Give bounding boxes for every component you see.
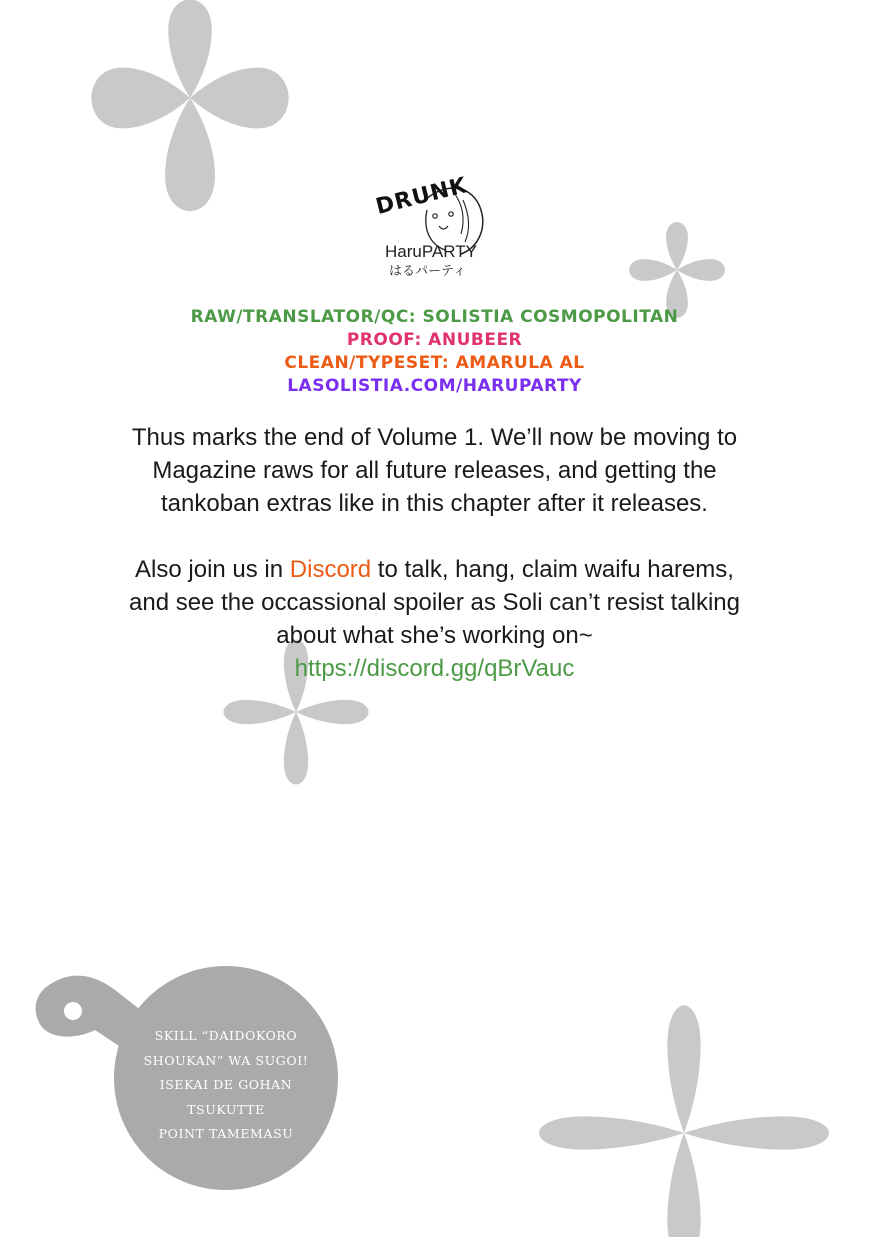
credit-raw-translator: RAW/TRANSLATOR/QC: SOLISTIA COSMOPOLITAN <box>190 307 679 327</box>
discord-link[interactable]: https://discord.gg/qBrVauc <box>294 655 575 682</box>
message-text: to talk, hang, claim waifu harems, <box>371 556 734 583</box>
pan-title-line: POINT TAMEMASU <box>158 1126 294 1141</box>
logo-name: HaruPARTY <box>385 242 477 261</box>
series-title-on-pan <box>120 1024 332 1147</box>
message-line: Magazine raws for all future releases, and getting the <box>152 457 717 484</box>
pan-title-line: TSUKUTTE <box>187 1101 265 1117</box>
message-text: Also join us in <box>135 556 290 583</box>
logo-drunk-text: DRUNK <box>373 173 471 220</box>
message-line: Thus marks the end of Volume 1. We’ll now be moving to <box>131 424 738 451</box>
haruparty-logo <box>365 170 515 280</box>
flower-decoration-bottom-right <box>539 1005 829 1237</box>
announcement-message <box>0 421 869 685</box>
discord-word: Discord <box>289 556 372 583</box>
message-line: and see the occassional spoiler as Soli can’t resist talking <box>129 589 740 616</box>
pan-title-line: SHOUKAN” WA SUGOI! <box>143 1052 309 1068</box>
credit-site-link[interactable]: LASOLISTIA.COM/HARUPARTY <box>287 376 582 396</box>
logo-name-japanese: はるパーティ <box>389 264 466 279</box>
pan-handle-hole <box>64 1002 82 1020</box>
credit-clean-typeset: CLEAN/TYPESET: AMARULA AL <box>284 353 585 373</box>
flower-decoration-top-left <box>91 0 288 211</box>
credit-proof: PROOF: ANUBEER <box>346 330 523 350</box>
message-line: about what she’s working on~ <box>276 622 593 649</box>
flower-decoration-small-right <box>629 222 725 318</box>
pan-title-line: ISEKAI DE GOHAN <box>159 1077 293 1092</box>
message-line <box>0 553 869 586</box>
credits-block <box>0 306 869 398</box>
pan-title-line: SKILL “DAIDOKORO <box>154 1028 298 1043</box>
message-line: tankoban extras like in this chapter after it releases. <box>161 490 708 517</box>
